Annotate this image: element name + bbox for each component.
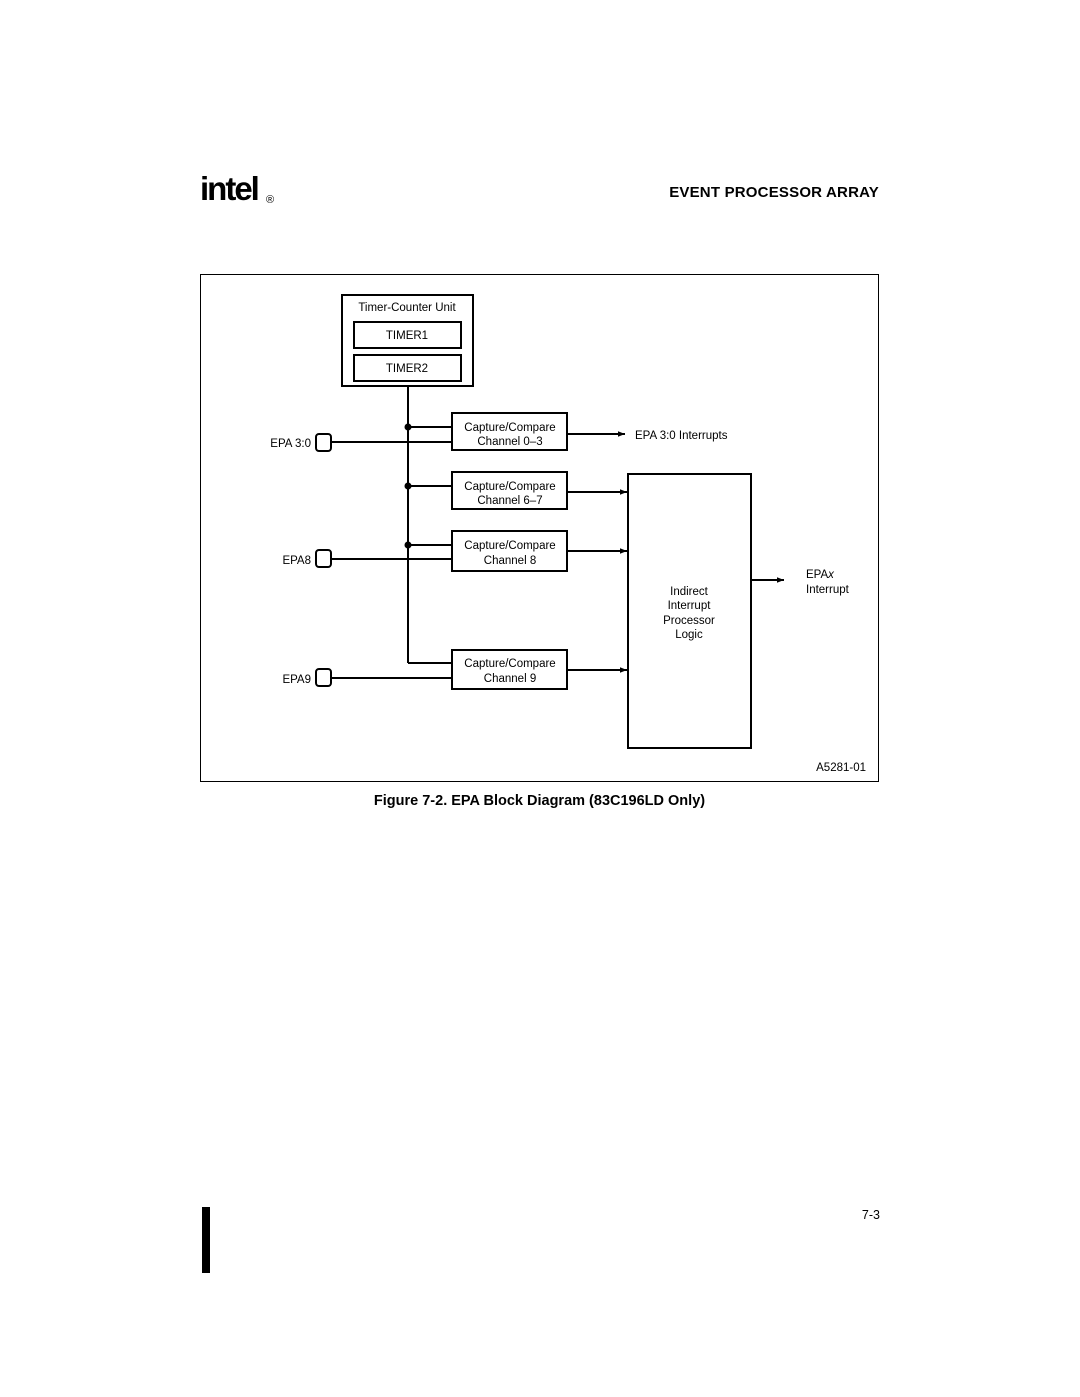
figure-caption: Figure 7-2. EPA Block Diagram (83C196LD Only) bbox=[373, 793, 706, 809]
timer-counter-unit bbox=[342, 295, 473, 386]
figure-frame bbox=[201, 275, 879, 782]
channel-line2: Channel 6–7 bbox=[477, 495, 543, 507]
channel-line2: Channel 0–3 bbox=[477, 436, 543, 448]
timer-bus bbox=[408, 386, 452, 663]
page-number: 7-3 bbox=[861, 1208, 880, 1222]
pin-epa30-label: EPA 3:0 bbox=[270, 438, 311, 450]
channel-line1: Capture/Compare bbox=[464, 540, 556, 552]
indirect-interrupt-processor-box bbox=[628, 474, 751, 748]
channel-0-3-box bbox=[452, 413, 567, 450]
processor-line2: Interrupt bbox=[667, 600, 711, 612]
epa-block-diagram bbox=[200, 274, 879, 782]
pin-epa8-label: EPA8 bbox=[282, 555, 311, 567]
channel-8-box bbox=[452, 531, 567, 571]
bus-junction-dot bbox=[405, 483, 412, 490]
pin-epa30 bbox=[270, 434, 452, 451]
pin-epa9-label: EPA9 bbox=[282, 674, 311, 686]
channel-line1: Capture/Compare bbox=[464, 422, 556, 434]
timer2-label: TIMER2 bbox=[385, 363, 429, 375]
processor-line3: Processor bbox=[663, 615, 715, 627]
section-title: EVENT PROCESSOR ARRAY bbox=[669, 184, 879, 201]
channel-line1: Capture/Compare bbox=[464, 658, 556, 670]
epax-interrupt-label-line2: Interrupt bbox=[806, 584, 849, 596]
timer-unit-title: Timer-Counter Unit bbox=[358, 302, 456, 314]
channel-line1: Capture/Compare bbox=[464, 481, 556, 493]
channel-output-arrows bbox=[567, 434, 627, 670]
processor-line4: Logic bbox=[675, 629, 703, 641]
epa30-interrupts-label: EPA 3:0 Interrupts bbox=[635, 430, 728, 442]
channel-line2: Channel 9 bbox=[483, 673, 537, 685]
pin-epa9 bbox=[282, 669, 452, 686]
change-bar bbox=[202, 1207, 210, 1273]
registered-mark: ® bbox=[266, 194, 275, 206]
figure-id: A5281-01 bbox=[816, 762, 866, 774]
channel-line2: Channel 8 bbox=[483, 555, 537, 567]
epax-interrupt-label-line1: EPAx bbox=[806, 569, 834, 581]
timer1-label: TIMER1 bbox=[385, 330, 429, 342]
intel-logo-wordmark: intel bbox=[200, 170, 258, 207]
processor-line1: Indirect bbox=[670, 586, 708, 598]
bus-junction-dot bbox=[405, 542, 412, 549]
channel-9-box bbox=[452, 650, 567, 689]
channel-6-7-box bbox=[452, 472, 567, 509]
pin-epa8 bbox=[282, 550, 452, 567]
bus-junction-dot bbox=[405, 424, 412, 431]
intel-logo bbox=[200, 170, 290, 214]
